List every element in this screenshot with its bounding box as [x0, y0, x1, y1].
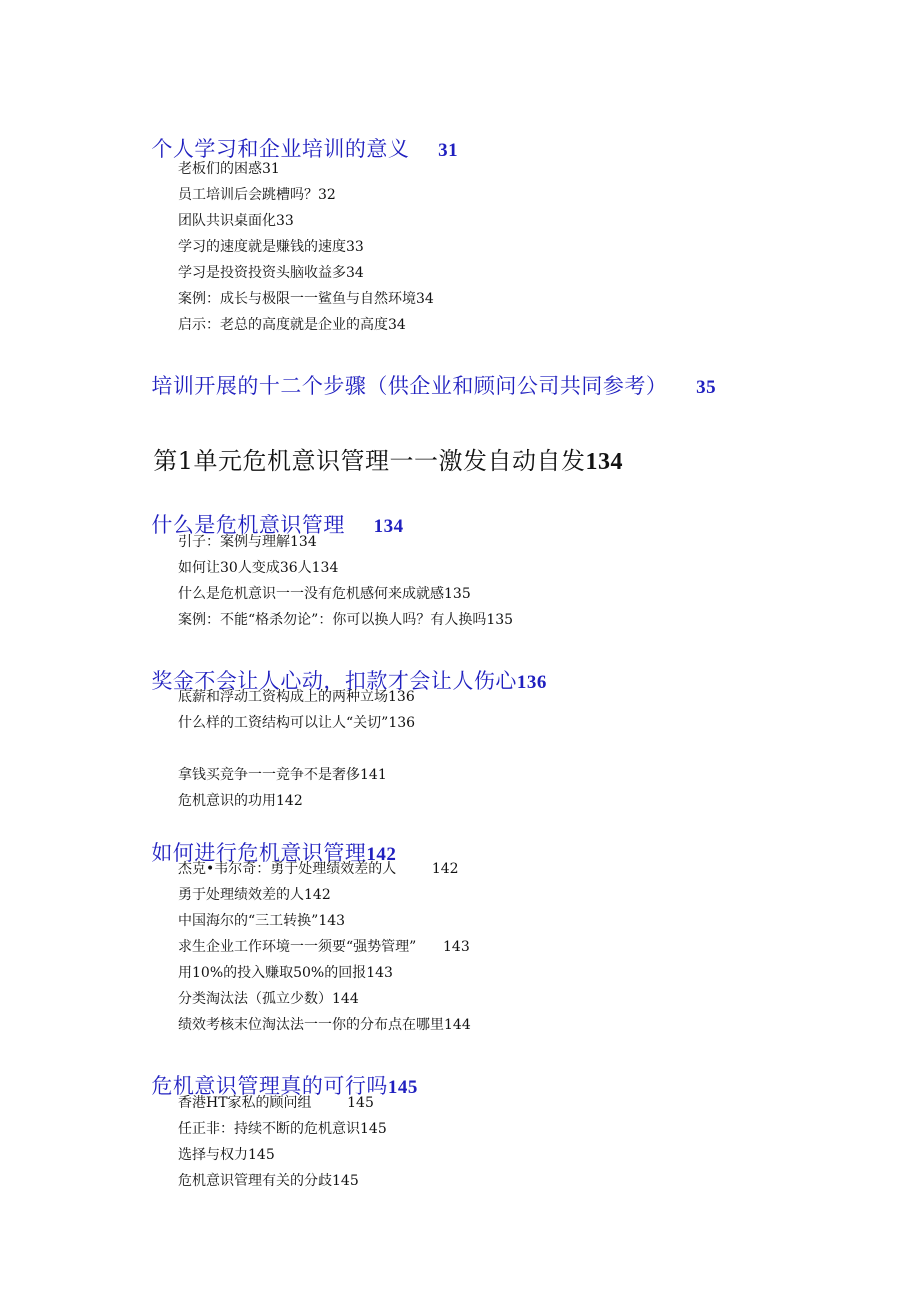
- toc-entry[interactable]: 中国海尔的“三工转换”143: [178, 913, 346, 929]
- toc-page-number: 142: [366, 844, 397, 865]
- toc-entry[interactable]: 选择与权力145: [178, 1147, 275, 1163]
- toc-entry[interactable]: 案例：不能“格杀勿论”：你可以换人吗？有人换吗135: [178, 612, 514, 628]
- toc-chapter-heading[interactable]: [137, 425, 623, 474]
- toc-entry[interactable]: 香港HT家私的顾问组 145: [178, 1095, 374, 1111]
- toc-entry[interactable]: 危机意识的功用142: [178, 793, 303, 809]
- toc-entry[interactable]: 案例：成长与极限一一鲨鱼与自然环境34: [178, 291, 434, 307]
- toc-entry[interactable]: 用10%的投入赚取50%的回报143: [178, 965, 393, 981]
- toc-page-number: 145: [387, 1077, 418, 1098]
- toc-heading-text: 第1单元危机意识管理一一激发自动自发: [153, 447, 586, 475]
- toc-heading-text: 危机意识管理真的可行吗: [151, 1074, 388, 1098]
- toc-entry[interactable]: 老板们的困惑31: [178, 161, 280, 177]
- toc-heading-text: 什么是危机意识管理: [151, 513, 345, 537]
- toc-heading-text: 个人学习和企业培训的意义: [151, 137, 410, 161]
- toc-entry[interactable]: 任正非：持续不断的危机意识145: [178, 1121, 387, 1137]
- toc-entry[interactable]: 团队共识桌面化33: [178, 213, 294, 229]
- toc-entry[interactable]: 什么是危机意识一一没有危机感何来成就感135: [178, 586, 471, 602]
- toc-entry[interactable]: 底薪和浮动工资构成上的两种立场136: [178, 689, 415, 705]
- toc-entry[interactable]: 勇于处理绩效差的人142: [178, 887, 331, 903]
- toc-entry[interactable]: 如何让30人变成36人134: [178, 560, 339, 576]
- toc-entry[interactable]: 分类淘汰法（孤立少数）144: [178, 991, 359, 1007]
- toc-section-heading[interactable]: [137, 822, 396, 864]
- toc-entry[interactable]: 什么样的工资结构可以让人“关切”136: [178, 715, 416, 731]
- toc-heading-text: 培训开展的十二个步骤（供企业和顾问公司共同参考）: [151, 374, 668, 398]
- toc-heading-text: 如何进行危机意识管理: [151, 841, 367, 865]
- toc-section-heading[interactable]: [137, 650, 547, 692]
- toc-entry[interactable]: 学习的速度就是赚钱的速度33: [178, 239, 364, 255]
- toc-page-number: 35: [696, 377, 717, 398]
- toc-page-number: 136: [516, 672, 547, 693]
- toc-page-number: 134: [585, 449, 624, 475]
- toc-entry[interactable]: 杰克•韦尔奇：勇于处理绩效差的人 142: [178, 861, 459, 877]
- toc-section-heading[interactable]: [137, 118, 458, 160]
- toc-page-number: 134: [373, 516, 404, 537]
- toc-page-number: 31: [438, 140, 459, 161]
- toc-section-heading[interactable]: [137, 355, 716, 397]
- toc-section-heading[interactable]: [137, 1055, 418, 1097]
- toc-heading-text: 奖金不会让人心动，扣款才会让人伤心: [151, 669, 517, 693]
- toc-entry[interactable]: 启示：老总的高度就是企业的高度34: [178, 317, 406, 333]
- toc-entry[interactable]: 求生企业工作环境一一须要“强势管理” 143: [178, 939, 470, 955]
- toc-entry[interactable]: 学习是投资投资头脑收益多34: [178, 265, 364, 281]
- toc-entry[interactable]: 危机意识管理有关的分歧145: [178, 1173, 359, 1189]
- toc-entry[interactable]: 拿钱买竞争一一竞争不是奢侈141: [178, 767, 387, 783]
- toc-section-heading[interactable]: [137, 494, 404, 536]
- toc-entry[interactable]: 引子：案例与理解134: [178, 534, 317, 550]
- toc-entry[interactable]: 员工培训后会跳槽吗？32: [178, 187, 336, 203]
- toc-entry[interactable]: 绩效考核末位淘汰法一一你的分布点在哪里144: [178, 1017, 471, 1033]
